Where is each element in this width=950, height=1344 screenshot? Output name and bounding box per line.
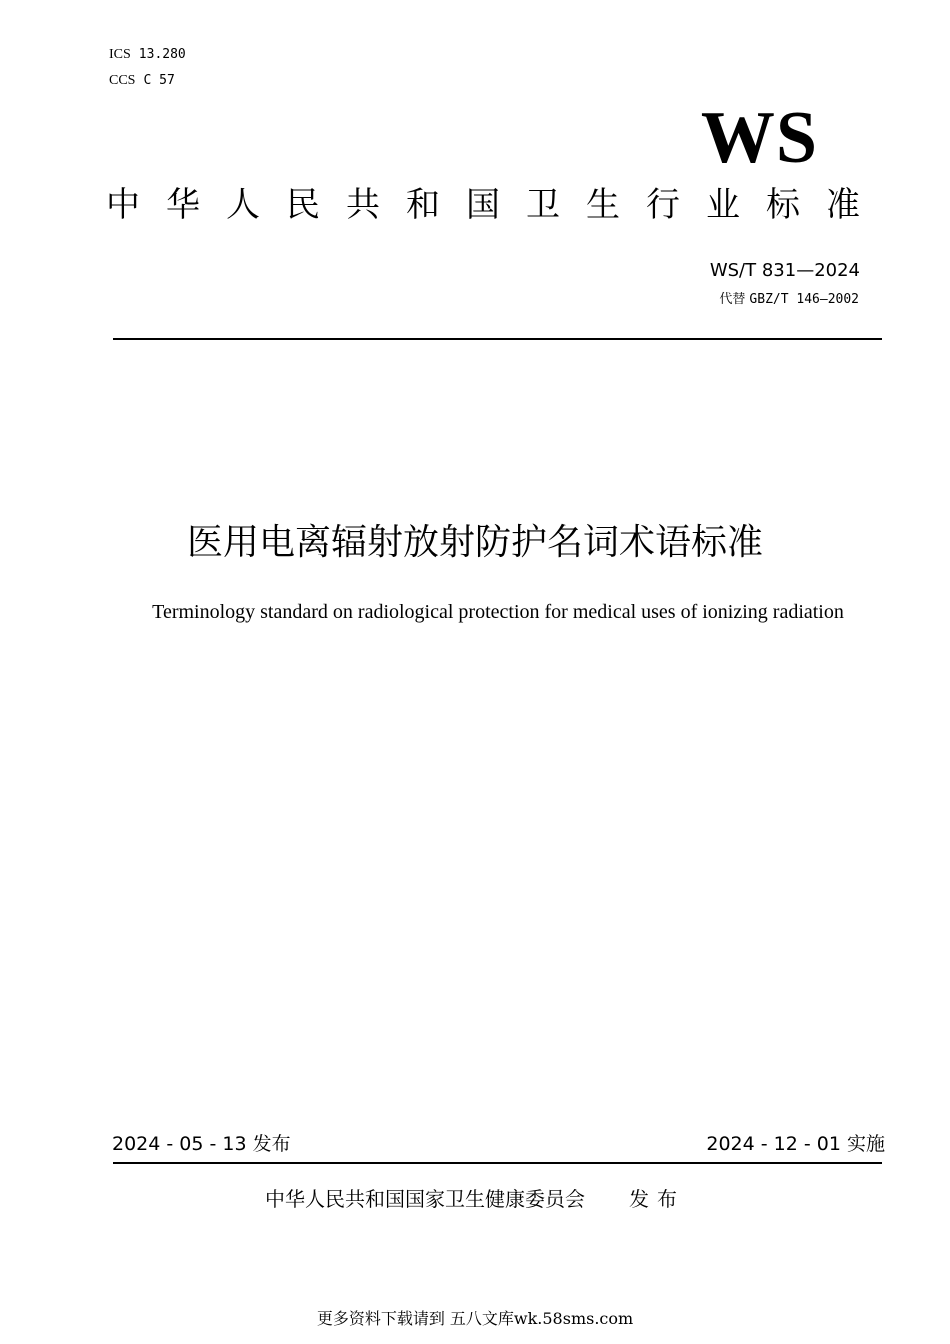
ics-label: ICS <box>109 47 131 62</box>
title-english: Terminology standard on radiological protection for medical uses of ionizing radiation <box>152 601 844 623</box>
issue-date: 2024 - 05 - 13 发布 <box>112 1133 291 1155</box>
ccs-label: CCS <box>109 73 136 88</box>
replaces-line <box>719 291 859 309</box>
issuer-name: 中华人民共和国国家卫生健康委员会 <box>265 1187 585 1211</box>
title-chinese: 医用电离辐射放射防护名词术语标准 <box>186 522 763 563</box>
ccs-code: C 57 <box>143 73 175 88</box>
issuer-line <box>0 1185 950 1213</box>
ics-line <box>109 46 186 64</box>
footer-divider <box>113 1162 882 1164</box>
standard-number: WS/T 831—2024 <box>709 260 860 281</box>
download-footer: 更多资料下载请到 五八文库wk.58sms.com <box>316 1309 634 1328</box>
ccs-line <box>109 72 175 90</box>
ics-code: 13.280 <box>138 47 186 62</box>
issuer-verb: 发布 <box>629 1187 685 1211</box>
replaces-label: 代替 <box>719 292 746 307</box>
standard-type-heading: 中华人民共和国卫生行业标准 <box>106 185 886 225</box>
replaces-code: GBZ/T 146—2002 <box>749 292 859 307</box>
header-divider <box>113 338 882 340</box>
implementation-date: 2024 - 12 - 01 实施 <box>706 1133 885 1155</box>
ws-logo: WS <box>700 97 818 179</box>
